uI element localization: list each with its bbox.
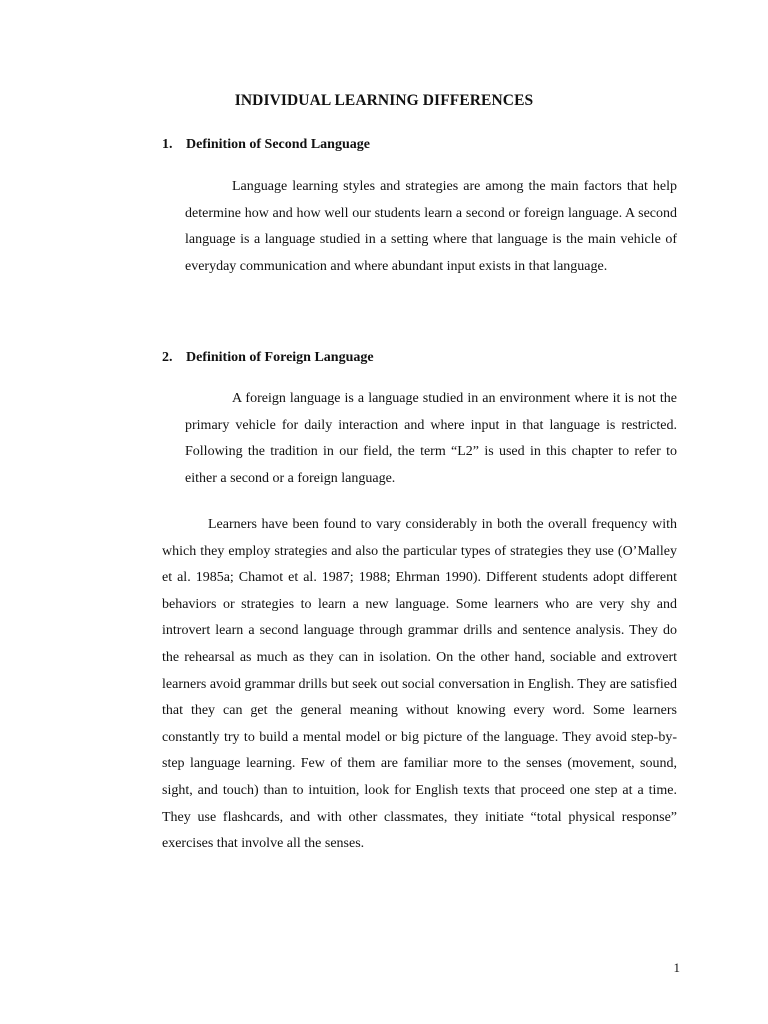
section-number: 1. [162,137,173,152]
page-number: 1 [673,960,680,975]
section-heading-text: Definition of Second Language [186,137,370,152]
closing-paragraph: Learners have been found to vary considerably in both the overall frequency with which they employ strategies and also the particular types of strategies they use (O’Malley et al. 1985a; Chamot et al. 1987; 1988; Ehrman 1990). Different students adopt different behaviors or strategies to learn a new language. Some learners who are very shy and introvert learn a second language through grammar drills and sentence analysis. They do the rehearsal as much as they can in isolation. On the other hand, sociable and extrovert learners avoid grammar drills but seek out social conversation in English. They are satisfied that they can get the general meaning without knowing every word. Some learners constantly try to build a mental model or big picture of the language. They avoid step-by-step language learning. Few of them are familiar more to the senses (movement, sound, sight, and touch) than to intuition, look for English texts that proceed one step at a time. They use flashcards, and with other classmates, they initiate “total physical response” exercises that involve all the senses. [162,517,677,852]
section-heading-text: Definition of Foreign Language [186,350,374,365]
section-body-second-language: Language learning styles and strategies are among the main factors that help determine how and how well our students learn a second or foreign language. A second language is a language studied in a setting where that language is the main vehicle of everyday communication and where abundant input exists in that language. [185,179,677,274]
section-number: 2. [162,350,173,365]
document-title: INDIVIDUAL LEARNING DIFFERENCES [234,92,534,109]
section-body-foreign-language: A foreign language is a language studied in an environment where it is not the primary vehicle for daily interaction and where input in that language is restricted. Following the tradition in our field, the term “L2” is used in this chapter to refer to either a second or a foreign language. [185,391,677,486]
section-heading-second-language [162,137,370,153]
section-heading-foreign-language [162,350,374,366]
